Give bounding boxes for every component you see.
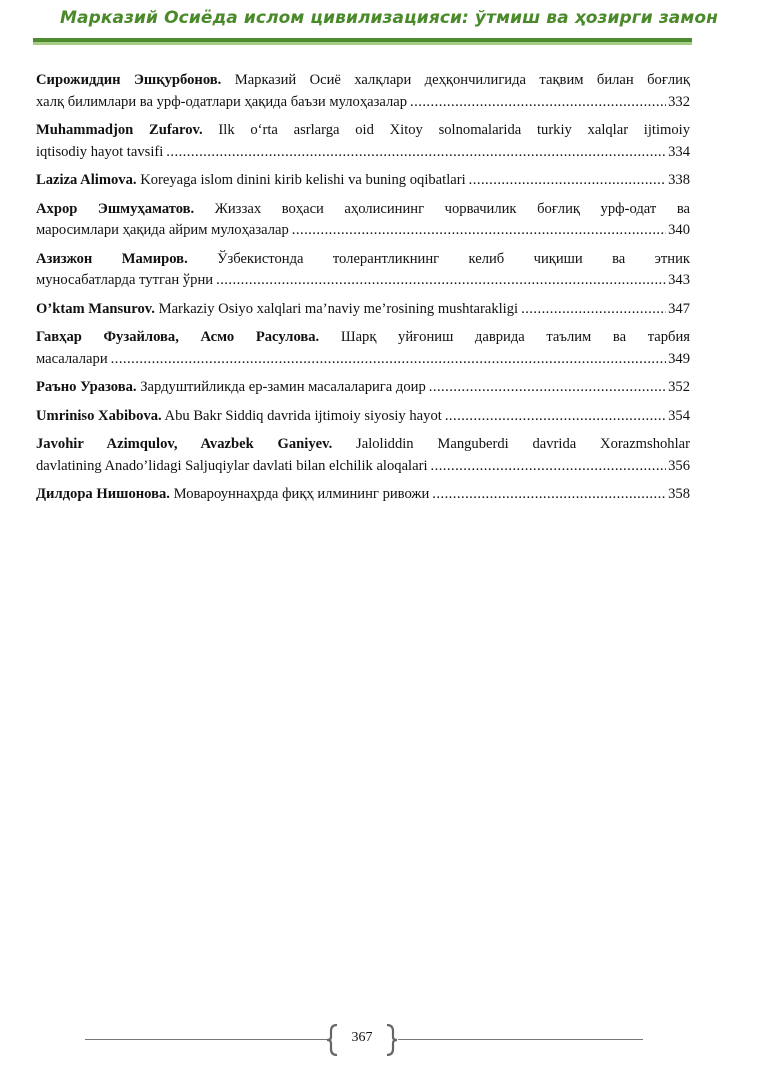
toc-entry-leader-line	[36, 406, 690, 428]
dot-leader	[431, 456, 667, 478]
dot-leader	[445, 406, 666, 428]
toc-entry	[36, 199, 690, 242]
toc-entry	[36, 377, 690, 399]
toc-entry-author: O’ktam Mansurov.	[36, 300, 155, 317]
toc-entry	[36, 327, 690, 370]
toc-entry-leader-line	[36, 456, 690, 478]
toc-entry-title-continued: халқ билимлари ва урф-одатлари ҳақида баъзи мулоҳазалар	[36, 93, 408, 110]
toc-entry-title-continued: davlatining Anado’lidagi Saljuqiylar davlati bilan elchilik aloqalari	[36, 457, 428, 474]
toc-entry	[36, 249, 690, 292]
toc-entry-page: 332	[668, 93, 690, 110]
toc-entry	[36, 406, 690, 428]
toc-entry	[36, 484, 690, 506]
toc-entry-page: 343	[668, 272, 690, 288]
toc-entry-title-continued: муносабатларда тутган ўрни	[36, 272, 214, 288]
toc-entry-page: 347	[668, 300, 690, 317]
toc-entry-leader-line	[36, 142, 690, 164]
page-footer	[0, 1020, 764, 1060]
toc-entry-title: Ilk o‘rta asrlarga oid Xitoy solnomalarida turkiy xalqlar ijtimoiy	[218, 122, 690, 138]
toc-entry-text	[36, 406, 442, 428]
dot-leader	[429, 377, 666, 399]
toc-entry-page: 334	[668, 143, 690, 160]
dot-leader	[292, 220, 666, 242]
toc-entry-author: Раъно Уразова.	[36, 379, 137, 395]
toc-entry-page: 340	[668, 222, 690, 238]
toc-entry-title: Abu Bakr Siddiq davrida ijtimoiy siyosiy hayot	[164, 407, 442, 424]
toc-entry-author: Ахрор Эшмуҳаматов.	[36, 200, 195, 217]
toc-entry-page: 338	[668, 172, 690, 188]
toc-entry-leader-line	[36, 170, 690, 192]
toc-entry	[36, 70, 690, 113]
toc-entry-title: Жиззах воҳаси аҳолисининг чорвачилик боғлиқ урф-одат ва	[214, 200, 690, 217]
toc-entry-title: Мовароуннаҳрда фиқҳ илмининг ривожи	[173, 486, 430, 502]
toc-entry-title: Jaloliddin Manguberdi davrida Xorazmshohlar	[356, 436, 690, 452]
toc-entry-text	[36, 299, 518, 321]
toc-entry-leader-line	[36, 270, 690, 292]
toc-entry-first-line	[36, 434, 690, 456]
toc-entry-leader-line	[36, 92, 690, 114]
toc-entry-title-continued: масалалари	[36, 350, 108, 367]
toc-entry-leader-line	[36, 377, 690, 399]
right-brace-ornament	[384, 1024, 398, 1056]
header-rule-light	[33, 42, 692, 45]
toc-entry-title: Марказий Осиё халқлари деҳқончилигида тақвим билан боғлиқ	[234, 72, 691, 88]
toc-entry-first-line	[36, 327, 690, 349]
toc-entry-title-continued: маросимлари ҳақида айрим мулоҳазалар	[36, 222, 289, 238]
toc-entry-first-line	[36, 120, 690, 142]
toc-entry-author: Дилдора Нишонова.	[36, 486, 170, 502]
table-of-contents	[36, 70, 690, 513]
toc-entry	[36, 120, 690, 163]
toc-entry	[36, 434, 690, 477]
toc-entry-page: 356	[668, 457, 690, 474]
toc-entry-first-line	[36, 70, 690, 92]
toc-entry-first-line	[36, 249, 690, 271]
dot-leader	[521, 299, 666, 321]
toc-entry-author: Umriniso Xabibova.	[36, 407, 162, 424]
toc-entry-title-continued: iqtisodiy hayot tavsifi	[36, 143, 164, 160]
toc-entry-author: Гавҳар Фузайлова, Асмо Расулова.	[36, 329, 320, 345]
dot-leader	[111, 349, 666, 371]
toc-entry-title: Koreyaga islom dinini kirib kelishi va buning oqibatlari	[140, 172, 466, 188]
toc-entry-page: 352	[668, 379, 690, 395]
toc-entry-author: Javohir Azimqulov, Avazbek Ganiyev.	[36, 436, 333, 452]
toc-entry-page: 354	[668, 407, 690, 424]
toc-entry-title: Ўзбекистонда толерантликнинг келиб чиқиши ва этник	[217, 250, 690, 267]
footer-rule-left	[85, 1039, 330, 1040]
toc-entry-author: Laziza Alimova.	[36, 172, 137, 188]
running-header-title: Марказий Осиёда ислом цивилизацияси: ўтмиш ва ҳозирги замон	[60, 8, 718, 28]
toc-entry-text	[36, 170, 466, 192]
toc-entry-author: Азизжон Мамиров.	[36, 250, 188, 267]
footer-rule-right	[398, 1039, 643, 1040]
toc-entry-title: Зардуштийликда ер-замин масалаларига доир	[140, 379, 426, 395]
toc-entry-leader-line	[36, 484, 690, 506]
toc-entry	[36, 299, 690, 321]
toc-entry-author: Сирожиддин Эшқурбонов.	[36, 72, 222, 88]
dot-leader	[166, 142, 666, 164]
page-number: 367	[351, 1030, 373, 1045]
toc-entry-text	[36, 484, 429, 506]
toc-entry-first-line	[36, 199, 690, 221]
toc-entry	[36, 170, 690, 192]
toc-entry-page: 358	[668, 486, 690, 502]
toc-entry-page: 349	[668, 350, 690, 367]
toc-entry-title: Markaziy Osiyo xalqlari ma’naviy me’rosining mushtarakligi	[158, 300, 519, 317]
dot-leader	[216, 270, 666, 292]
toc-entry-text	[36, 377, 426, 399]
toc-entry-leader-line	[36, 220, 690, 242]
dot-leader	[432, 484, 666, 506]
toc-entry-author: Muhammadjon Zufarov.	[36, 122, 203, 138]
left-brace-ornament	[326, 1024, 340, 1056]
dot-leader	[469, 170, 666, 192]
toc-entry-leader-line	[36, 349, 690, 371]
toc-entry-leader-line	[36, 299, 690, 321]
toc-entry-title: Шарқ уйғониш даврида таълим ва тарбия	[340, 329, 690, 345]
dot-leader	[410, 92, 666, 114]
